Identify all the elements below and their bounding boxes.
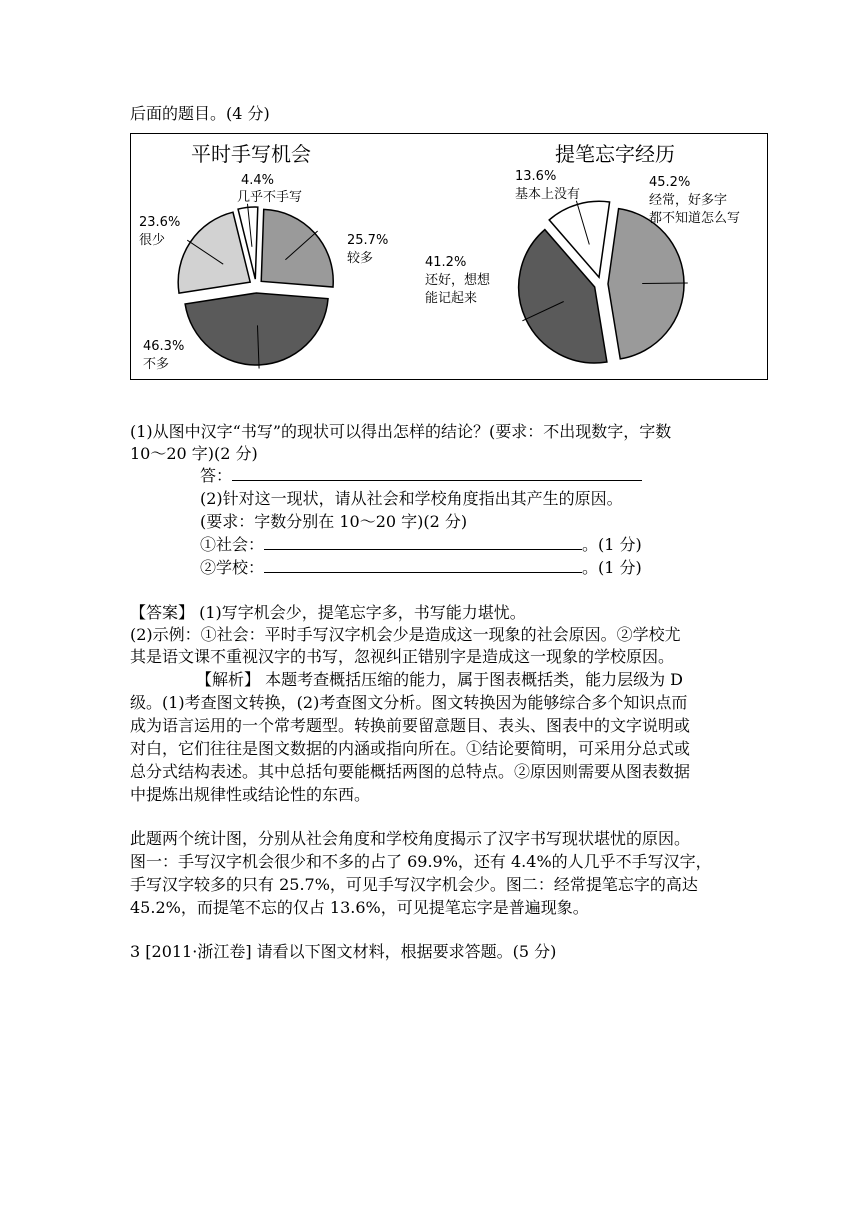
explanation-line: 手写汉字较多的只有 25.7%，可见手写汉字机会少。图二：经常提笔忘字的高达 <box>130 875 698 894</box>
chart2-label-pct-0: 45.2% <box>649 175 691 190</box>
chart2-label-1b: 能记起来 <box>425 291 478 306</box>
question1-line1: (1)从图中汉字“书写”的现状可以得出怎样的结论？(要求：不出现数字，字数 <box>130 422 672 441</box>
chart1-label-2: 很少 <box>139 233 166 248</box>
chart1-label-3: 几乎不手写 <box>237 190 303 205</box>
next-question: 3 [2011·浙江卷] 请看以下图文材料，根据要求答题。(5 分) <box>130 942 557 961</box>
school-blank[interactable] <box>264 557 582 573</box>
school-answer-line <box>200 557 642 579</box>
chart2-label-1: 还好，想想 <box>425 273 491 288</box>
chart1-slice-0 <box>261 209 333 287</box>
question2-line1: (2)针对这一现状，请从社会和学校角度指出其产生的原因。 <box>200 489 623 508</box>
chart1-label-pct-2: 23.6% <box>139 215 181 230</box>
chart2-leader-0 <box>642 283 688 284</box>
chart2-title: 提笔忘字经历 <box>555 142 675 166</box>
analysis-line: 对白，它们往往是图文数据的内涵或指向所在。①结论要简明，可采用分总式或 <box>130 739 691 758</box>
chart2-label-pct-1: 41.2% <box>425 255 467 270</box>
chart1-pie <box>178 204 333 369</box>
chart1-label-pct-1: 46.3% <box>143 339 185 354</box>
pie-charts <box>131 134 767 379</box>
answer-label: 答： <box>200 466 233 485</box>
social-answer-line <box>200 534 642 556</box>
school-score: 。(1 分) <box>582 558 642 577</box>
chart1-label-0: 较多 <box>347 251 374 266</box>
answer-key-line1: 【答案】 (1)写字机会少，提笔忘字多，书写能力堪忧。 <box>130 603 526 622</box>
analysis-line: 成为语言运用的一个常考题型。转换前要留意题目、表头、图表中的文字说明或 <box>130 716 691 735</box>
analysis-line: 中提炼出规律性或结论性的东西。 <box>130 785 371 804</box>
analysis-line: 级。(1)考查图文转换，(2)考查图文分析。图文转换因为能够综合多个知识点而 <box>130 693 688 712</box>
school-label: ②学校： <box>200 558 265 577</box>
social-label: ①社会： <box>200 535 265 554</box>
charts-frame <box>130 133 768 380</box>
chart2-label-pct-2: 13.6% <box>515 169 557 184</box>
chart2-label-0b: 都不知道怎么写 <box>649 211 741 226</box>
intro-text: 后面的题目。(4 分) <box>130 104 270 123</box>
question1-line2: 10～20 字)(2 分) <box>130 444 258 463</box>
answer-line <box>200 465 642 487</box>
chart1-slice-1 <box>185 293 328 365</box>
explanation-line: 此题两个统计图，分别从社会角度和学校角度揭示了汉字书写现状堪忧的原因。 <box>130 829 691 848</box>
chart1-label-1: 不多 <box>143 357 170 372</box>
answer-key-line2: (2)示例：①社会：平时手写汉字机会少是造成这一现象的社会原因。②学校尤 <box>130 625 681 644</box>
analysis-line: 总分式结构表述。其中总括句要能概括两图的总特点。②原因则需要从图表数据 <box>130 762 691 781</box>
chart1-label-pct-3: 4.4% <box>241 173 275 188</box>
question2-line2: (要求：字数分别在 10～20 字)(2 分) <box>200 512 468 531</box>
explanation-line: 图一：手写汉字机会很少和不多的占了 69.9%，还有 4.4%的人几乎不手写汉字， <box>130 852 712 871</box>
chart2-label-2: 基本上没有 <box>515 187 581 202</box>
explanation-line: 45.2%，而提笔不忘的仅占 13.6%，可见提笔忘字是普遍现象。 <box>130 898 589 917</box>
analysis-line: 【解析】 本题考查概括压缩的能力，属于图表概括类，能力层级为 D <box>196 670 684 689</box>
chart2-label-0: 经常，好多字 <box>649 193 728 208</box>
social-blank[interactable] <box>264 534 582 550</box>
answer-blank[interactable] <box>232 465 642 481</box>
answer-key-line3: 其是语文课不重视汉字的书写，忽视纠正错别字是造成这一现象的学校原因。 <box>130 647 675 666</box>
chart1-label-pct-0: 25.7% <box>347 233 389 248</box>
chart1-slice-2 <box>178 212 250 293</box>
social-score: 。(1 分) <box>582 535 642 554</box>
chart1-title: 平时手写机会 <box>191 142 311 166</box>
